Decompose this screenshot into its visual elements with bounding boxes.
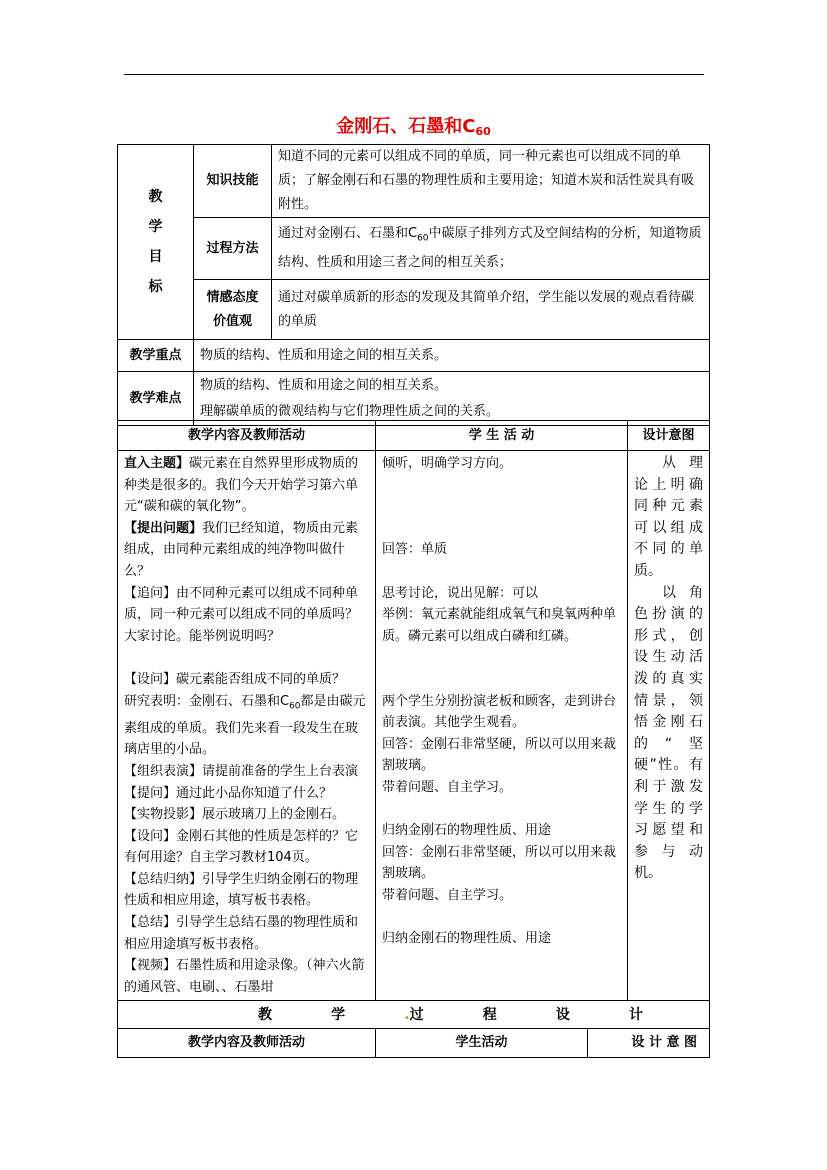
footer-teacher-header: 教学内容及教师活动	[118, 1029, 376, 1058]
design-intent	[628, 451, 710, 1001]
student-activity-item: 举例：氧元素就能组成氧气和臭氧两种单质。磷元素可以组成白磷和红磷。	[382, 607, 617, 644]
student-activity-item: 归纳金刚石的物理性质、用途	[382, 823, 552, 839]
process-table	[117, 420, 710, 1058]
key-point-label: 教学重点	[118, 340, 194, 372]
process-method-label: 过程方法	[194, 218, 272, 280]
objectives-label: 教 学 目 标	[118, 145, 194, 340]
footer-student-header: 学生活动	[376, 1029, 588, 1058]
student-activities	[376, 451, 628, 1001]
teacher-activity-item: 【追问】由不同种元素可以组成不同种单质，同一种元素可以组成不同的单质吗？大家讨论。能举例说明吗？	[124, 585, 359, 644]
page-title: 金刚石、石墨和$C_{60}$	[336, 116, 491, 138]
emotion-attitude-label: 情感态度 价值观	[194, 280, 272, 340]
teacher-activity-item: 【总结】引导学生总结石墨的物理性质和相应用途填写板书表格。	[124, 915, 359, 952]
footer-intent-header: 设 计 意 图	[588, 1029, 710, 1058]
key-point-content: 物质的结构、性质和用途之间的相互关系。	[194, 340, 710, 372]
teacher-activity-item: 【设问】金刚石其他的性质是怎样的？它有何用途？自主学习教材104页。	[124, 828, 359, 866]
teacher-activity-item: 研究表明：金刚石、石墨和$C_{60}$都是由碳元素组成的单质。我们先来看一段发生在玻璃店里的小品。	[124, 693, 366, 758]
header-rule	[124, 74, 704, 75]
design-intent-paragraph: 从理论上明确同种元素可以组成不同的单质。	[634, 455, 703, 579]
student-activity-item: 带着问题、自主学习。	[382, 887, 513, 903]
student-activity-item: 带着问题、自主学习。	[382, 779, 513, 795]
student-activity-item: 归纳金刚石的物理性质、用途	[382, 931, 552, 947]
teacher-activity-item: 【提问】通过此小品你知道了什么？	[124, 785, 333, 801]
emotion-attitude-content: 通过对碳单质新的形态的发现及其简单介绍，学生能以发展的观点看待碳的单质	[272, 280, 710, 340]
teacher-activity-item: 直入主题】碳元素在自然界里形成物质的种类是很多的。我们今天开始学习第六单元“碳和碳的氧化物”。	[124, 456, 359, 515]
difficulty-content: 物质的结构、性质和用途之间的相互关系。 理解碳单质的微观结构与它们物理性质之间的关系。	[194, 372, 710, 426]
knowledge-skill-label: 知识技能	[194, 145, 272, 218]
difficulty-label: 教学难点	[118, 372, 194, 426]
student-activity-item: 回答：单质	[382, 542, 448, 558]
student-activity-item: 两个学生分别扮演老板和顾客，走到讲台前表演。其他学生观看。	[382, 693, 617, 731]
teacher-activity-item: 【组织表演】请提前准备的学生上台表演	[124, 763, 359, 779]
objectives-table	[117, 144, 710, 426]
design-intent-header: 设计意图	[628, 421, 710, 451]
student-activity-item: 回答：金刚石非常坚硬，所以可以用来裁割玻璃。	[382, 844, 617, 882]
teacher-activity-item: 【实物投影】展示玻璃刀上的金刚石。	[124, 807, 346, 823]
teacher-activity-item: 【设问】碳元素能否组成不同的单质？	[124, 671, 346, 687]
student-activity-item: 回答：金刚石非常坚硬，所以可以用来裁割玻璃。	[382, 736, 617, 774]
teacher-activity-header: 教学内容及教师活动	[118, 421, 376, 451]
teacher-activity-item: 【提出问题】我们已经知道，物质由元素组成，由同种元素组成的纯净物叫做什么？	[124, 520, 359, 579]
design-intent-paragraph: 以角色扮演的形式，创设生动活泼的真实情景，领悟金刚石的“坚硬”性。有利于激发学生的学习愿望和参与动机。	[634, 584, 703, 882]
process-design-band: 教 学 .过 程 设 计	[118, 1001, 710, 1029]
knowledge-skill-content: 知道不同的元素可以组成不同的单质，同一种元素也可以组成不同的单质；了解金刚石和石墨的物理性质和主要用途；知道木炭和活性炭具有吸附性。	[272, 145, 710, 218]
student-activity-item: 倾听，明确学习方向。	[382, 456, 513, 471]
student-activity-item: 思考讨论，说出见解：可以	[382, 585, 539, 601]
process-method-content: 通过对金刚石、石墨和$C_{60}$中碳原子排列方式及空间结构的分析，知道物质结构、性质和用途三者之间的相互关系；	[272, 218, 710, 280]
student-activity-header: 学 生 活 动	[376, 421, 628, 451]
teacher-activity-item: 【视频】石墨性质和用途录像。（神六火箭的通风管、电刷、、石墨坩	[124, 958, 365, 995]
teacher-activity-item: 【总结归纳】引导学生归纳金刚石的物理性质和相应用途，填写板书表格。	[124, 871, 359, 909]
teacher-activities	[118, 451, 376, 1001]
